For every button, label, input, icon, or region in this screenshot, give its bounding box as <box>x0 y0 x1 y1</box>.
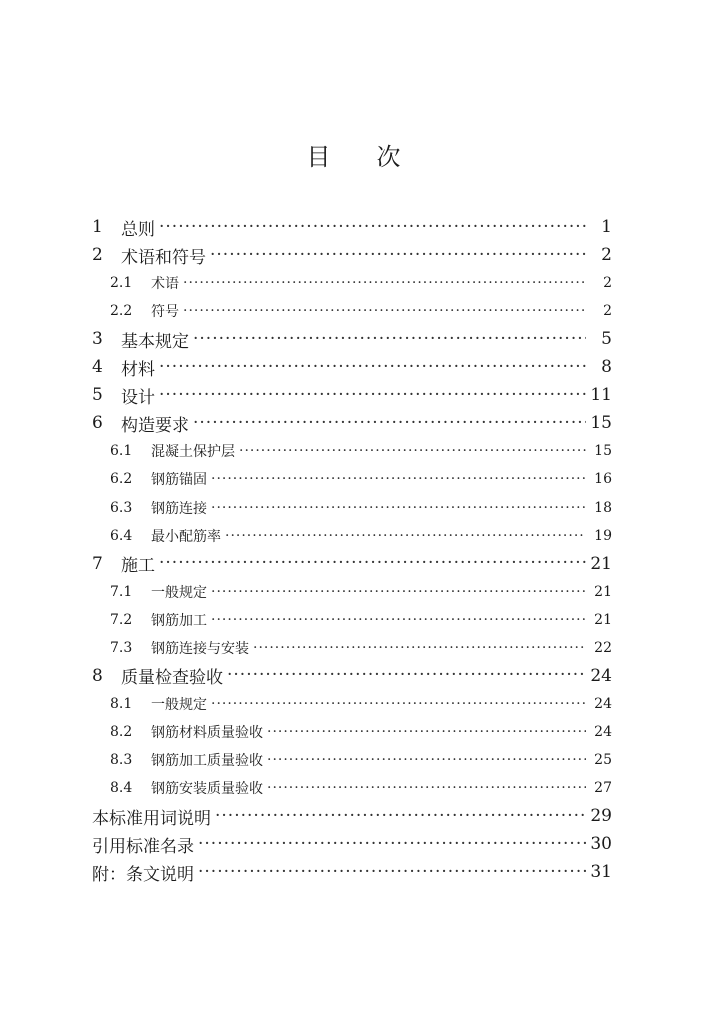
toc-dot-leader <box>239 444 586 458</box>
toc-entry-page-number: 1 <box>601 217 612 237</box>
toc-entry-title: 本标准用词说明 <box>92 808 211 829</box>
toc-entry[interactable] <box>92 325 612 353</box>
toc-dot-leader <box>183 304 586 318</box>
toc-entry[interactable] <box>110 437 612 465</box>
toc-entry-title: 施工 <box>121 556 155 577</box>
toc-entry-title: 钢筋加工 <box>151 612 207 629</box>
toc-entry-title: 钢筋连接与安装 <box>151 640 249 657</box>
toc-dot-leader <box>211 501 586 515</box>
toc-entry-title: 附：条文说明 <box>92 864 194 885</box>
toc-entry-page-number: 21 <box>594 583 612 600</box>
toc-entry[interactable] <box>110 269 612 297</box>
toc-entry-title: 术语和符号 <box>121 247 206 268</box>
toc-entry-number: 3 <box>92 329 103 350</box>
toc-entry-page-number: 15 <box>594 443 612 460</box>
toc-entry[interactable] <box>110 578 612 606</box>
toc-entry-title: 术语 <box>151 276 179 293</box>
toc-entry-page-number: 5 <box>601 329 612 350</box>
toc-entry-number: 2 <box>92 245 103 266</box>
toc-entry-page-number: 24 <box>590 665 612 686</box>
toc-entry-title: 总则 <box>121 219 155 240</box>
toc-entry-number: 2.1 <box>110 275 133 292</box>
toc-entry-title: 一般规定 <box>151 696 207 713</box>
toc-entry-page-number: 2 <box>601 245 612 266</box>
toc-entry-number: 6.4 <box>110 527 133 544</box>
toc-entry-page-number: 2 <box>603 275 612 292</box>
toc-entry-number: 8.4 <box>110 780 133 796</box>
toc-entry[interactable] <box>92 381 612 409</box>
toc-entry-page-number: 21 <box>594 611 612 628</box>
toc-entry-page-number: 15 <box>590 413 612 434</box>
toc-entry-title: 质量检查验收 <box>121 668 223 689</box>
toc-entry-page-number: 31 <box>590 862 612 883</box>
toc-entry-number: 5 <box>92 385 103 406</box>
toc-dot-leader <box>211 472 586 486</box>
toc-entry-number: 8 <box>92 665 103 686</box>
toc-dot-leader <box>159 555 586 572</box>
toc-dot-leader <box>211 585 586 599</box>
toc-dot-leader <box>183 276 586 290</box>
toc-entry[interactable] <box>110 494 612 522</box>
toc-entry-number: 8.3 <box>110 751 133 768</box>
toc-entry-title: 混凝土保护层 <box>151 444 235 461</box>
toc-entry-title: 钢筋材料质量验收 <box>151 724 263 741</box>
toc-entry-title: 钢筋加工质量验收 <box>151 752 263 769</box>
toc-entry-page-number: 18 <box>594 499 612 516</box>
toc-entry-title: 材料 <box>121 359 155 380</box>
toc-entry[interactable] <box>110 297 612 325</box>
toc-dot-leader <box>211 613 586 627</box>
toc-entry-number: 8.2 <box>110 723 133 740</box>
toc-entry-number: 7.2 <box>110 611 133 628</box>
toc-dot-leader <box>227 667 586 684</box>
toc-entry-page-number: 25 <box>594 751 612 768</box>
toc-entry[interactable] <box>110 718 612 746</box>
toc-entry-page-number: 29 <box>590 806 612 827</box>
toc-dot-leader <box>225 529 586 543</box>
toc-entry-page-number: 2 <box>603 303 612 320</box>
toc-entry-number: 6.3 <box>110 499 133 516</box>
toc-dot-leader <box>198 864 586 881</box>
toc-entry-number: 6.2 <box>110 471 133 488</box>
toc-entry-title: 引用标准名录 <box>92 836 194 857</box>
toc-entry[interactable] <box>92 830 612 858</box>
toc-entry[interactable] <box>92 241 612 269</box>
toc-entry-title: 基本规定 <box>121 331 189 352</box>
toc-entry-number: 7.3 <box>110 639 133 656</box>
toc-dot-leader <box>253 641 586 655</box>
toc-dot-leader <box>193 415 586 432</box>
toc-dot-leader <box>215 808 586 825</box>
toc-entry-title: 钢筋安装质量验收 <box>151 781 263 797</box>
toc-entry[interactable] <box>110 746 612 774</box>
toc-entry-number: 6 <box>92 413 103 434</box>
toc-entry-number: 7 <box>92 553 103 574</box>
toc-dot-leader <box>159 359 586 376</box>
toc-entry-number: 7.1 <box>110 583 133 600</box>
toc-dot-leader <box>193 331 586 348</box>
toc-entry[interactable] <box>110 606 612 634</box>
toc-entry[interactable] <box>110 774 612 802</box>
toc-entry[interactable] <box>92 213 612 241</box>
page-title-char-1: 目 <box>306 143 331 171</box>
toc-entry-page-number: 21 <box>590 553 612 574</box>
toc-entry-number: 4 <box>92 357 103 378</box>
toc-entry-title: 钢筋连接 <box>151 500 207 517</box>
toc-entry-title: 符号 <box>151 304 179 321</box>
toc-entry[interactable] <box>92 353 612 381</box>
toc-entry-page-number: 19 <box>594 527 612 544</box>
toc-entry-page-number: 27 <box>594 780 612 796</box>
toc-dot-leader <box>159 387 586 404</box>
toc-entry[interactable] <box>92 662 612 690</box>
toc-entry-title: 最小配筋率 <box>151 528 221 545</box>
toc-entry[interactable] <box>92 409 612 437</box>
toc-entry-title: 钢筋锚固 <box>151 472 207 489</box>
toc-entry-page-number: 11 <box>590 385 612 406</box>
toc-dot-leader <box>211 697 586 711</box>
toc-entry-number: 6.1 <box>110 443 133 460</box>
toc-entry-page-number: 24 <box>594 723 612 740</box>
toc-entry[interactable] <box>110 522 612 550</box>
toc-entry[interactable] <box>92 858 612 886</box>
toc-dot-leader <box>159 219 586 236</box>
toc-dot-leader <box>267 781 586 795</box>
toc-dot-leader <box>267 725 586 739</box>
toc-entry-number: 2.2 <box>110 303 133 320</box>
toc-entry-number: 8.1 <box>110 695 133 712</box>
toc-entry-title: 一般规定 <box>151 584 207 601</box>
page-title <box>0 142 707 172</box>
toc-entry-title: 构造要求 <box>121 415 189 436</box>
toc-entry[interactable] <box>92 802 612 830</box>
toc-entry-number: 1 <box>92 217 103 237</box>
toc-dot-leader <box>198 836 586 853</box>
toc-entry-page-number: 8 <box>601 357 612 378</box>
toc-entry[interactable] <box>110 690 612 718</box>
toc-entry-page-number: 24 <box>594 695 612 712</box>
toc-entry-page-number: 22 <box>594 639 612 656</box>
toc-entry[interactable] <box>110 465 612 493</box>
toc-entry[interactable] <box>92 550 612 578</box>
toc-dot-leader <box>267 753 586 767</box>
toc-dot-leader <box>210 247 586 264</box>
toc-entry[interactable] <box>110 634 612 662</box>
toc-entry-page-number: 30 <box>590 834 612 855</box>
toc-entry-page-number: 16 <box>594 471 612 488</box>
page-title-char-2: 次 <box>376 143 401 171</box>
toc-entry-title: 设计 <box>121 387 155 408</box>
